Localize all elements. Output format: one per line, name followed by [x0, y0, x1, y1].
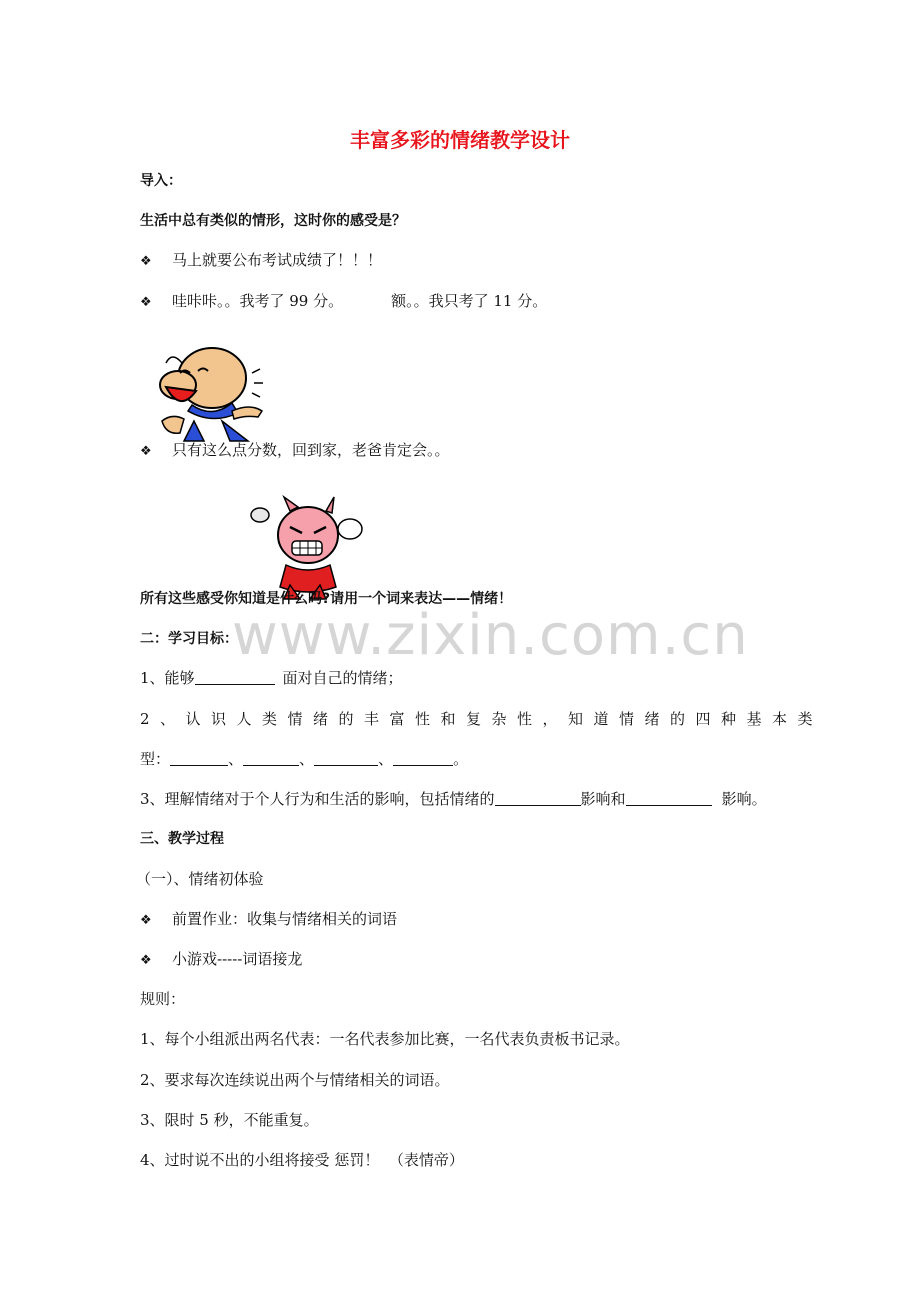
- watermark: www.zixin.com.cn: [232, 603, 749, 668]
- bullet-icon: ❖: [140, 254, 152, 269]
- bullet-icon: ❖: [140, 953, 152, 968]
- rule-item: 2、要求每次连续说出两个与情绪相关的词语。: [140, 1071, 450, 1089]
- goal-1-prefix: 1、能够: [140, 669, 195, 687]
- intro-bullet-2: [140, 292, 547, 312]
- separator: 、: [378, 750, 394, 768]
- blank-field: [626, 791, 712, 806]
- blank-field: [243, 751, 299, 766]
- blank-field: [314, 751, 378, 766]
- goal-3-prefix: 3、理解情绪对于个人行为和生活的影响，包括情绪的: [140, 790, 495, 808]
- goal-3-suffix: 影响。: [721, 790, 767, 808]
- rule-item: 4、过时说不出的小组将接受 惩罚！ （表情帝）: [140, 1151, 464, 1169]
- goal-2-prefix: 型：: [140, 750, 171, 768]
- process-bullet-1: [140, 910, 397, 930]
- bullet-icon: ❖: [140, 913, 152, 928]
- process-bullet-2: [140, 950, 302, 970]
- goals-heading: 二：学习目标：: [140, 631, 238, 647]
- blank-field: [170, 751, 228, 766]
- goal-1: [140, 669, 403, 687]
- period: 。: [453, 750, 469, 768]
- bullet-text: 小游戏-----词语接龙: [172, 950, 303, 968]
- blank-field: [393, 751, 453, 766]
- bullet-icon: ❖: [140, 444, 152, 459]
- bullet-icon: ❖: [140, 295, 152, 310]
- goal-3: [140, 790, 767, 808]
- separator: 、: [299, 750, 315, 768]
- goal-2-line-2: [140, 750, 468, 768]
- intro-summary: 所有这些感受你知道是什么吗?请用一个词来表达——情绪！: [140, 591, 513, 607]
- page-title: 丰富多彩的情绪教学设计: [350, 128, 570, 152]
- bullet-text: 只有这么点分数，回到家，老爸肯定会。。: [172, 441, 450, 459]
- goal-2-line-1: 2、认识人类情绪的丰富性和复杂性，知道情绪的四种基本类: [140, 710, 824, 728]
- intro-heading: 导入：: [140, 173, 182, 189]
- intro-question: 生活中总有类似的情形，这时你的感受是？: [140, 213, 406, 229]
- rules-label: 规则：: [140, 990, 186, 1008]
- separator: 、: [228, 750, 244, 768]
- bullet-text: 前置作业：收集与情绪相关的词语: [172, 910, 398, 928]
- rule-item: 1、每个小组派出两名代表：一名代表参加比赛，一名代表负责板书记录。: [140, 1030, 630, 1048]
- intro-bullet-3: [140, 441, 450, 461]
- goal-3-mid: 影响和: [580, 790, 626, 808]
- intro-bullet-1: [140, 251, 382, 271]
- bullet-text-a: 哇咔咔。。我考了 99 分。: [172, 292, 344, 310]
- blank-field: [495, 791, 581, 806]
- bullet-text: 马上就要公布考试成绩了！！！: [172, 251, 383, 269]
- process-sub-1: （一）、情绪初体验: [136, 870, 264, 888]
- rule-item: 3、限时 5 秒，不能重复。: [140, 1111, 319, 1129]
- angry-cartoon-image: [250, 493, 372, 601]
- laughing-cartoon-image: [152, 343, 267, 445]
- process-heading: 三、教学过程: [140, 831, 224, 847]
- goal-1-suffix: 面对自己的情绪；: [282, 669, 403, 687]
- blank-field: [195, 670, 275, 685]
- bullet-text-b: 额。。我只考了 11 分。: [391, 292, 548, 310]
